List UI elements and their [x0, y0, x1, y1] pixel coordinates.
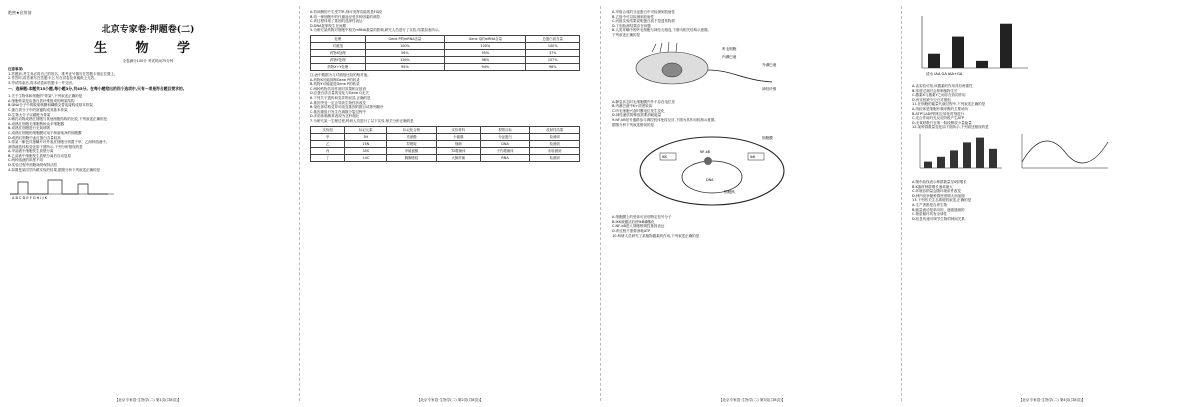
page-footer: 【北京专家卷·生物学(二) 第4页(共8页)】: [1018, 398, 1086, 402]
cell-label: IkB: [750, 155, 755, 160]
day-bar: [989, 149, 997, 168]
bar-figure: [912, 12, 1032, 78]
page-footer: 【北京专家卷·生物学(二) 第1页(共8页)】: [114, 398, 182, 402]
text-line: A.由实验可知,该激素的作用具有两重性: [912, 84, 973, 88]
text-line: D.丁组检测结果存在问题: [612, 23, 651, 28]
text-line: C.环境容纳量会随环境条件改变: [912, 189, 962, 194]
step-line: [10, 180, 108, 194]
text-line: C.物质循环具有全球性: [912, 212, 948, 217]
ear-label: 内淋巴液: [722, 54, 737, 59]
page-2: [302, 0, 598, 407]
text-line: A.甲溶液中细胞发生质壁分离: [8, 149, 54, 154]
mrna-table: [310, 35, 580, 71]
text-line: D.无氧呼吸只在第一阶段释放少量能量: [912, 120, 972, 125]
text-line: 13.下列有关生态系统的叙述,正确的是: [912, 198, 972, 203]
table-header: Gene Q的mRNA含量: [445, 35, 526, 42]
table-row: 甲 3H 亮氨酸 小鼠胰 分泌蛋白 检测到: [311, 133, 580, 140]
page-footer: 【北京专家卷·生物学(二) 第2页(共8页)】: [416, 398, 484, 402]
text-line: D.总蛋白质含量的变化与Gene Q无关: [310, 91, 369, 96]
text-line: D.该过程不需要消耗ATP: [612, 228, 651, 233]
text-line: A.生产者都是自养生物: [912, 202, 947, 207]
text-line: C.成熟红细胞的细胞膜可用于制备纯净的细胞膜: [8, 130, 82, 135]
notes-title: 注意事项:: [8, 67, 24, 71]
cell-label: 细胞膜: [762, 136, 773, 141]
text-line: 5.为研究某药物对细胞中相关mRNA数量的影响,研究人员进行了实验,结果如表所示。: [310, 28, 442, 33]
note-line: 3.考试结束后,将本试卷和答题卡一并交回。: [8, 80, 76, 85]
text-line: A.成熟红细胞无细胞核和众多细胞器: [8, 121, 64, 126]
text-line: A.细胞骨架是由蛋白质纤维组成的网架结构: [8, 98, 75, 103]
text-line: 据图分析下列叙述错误的是: [612, 122, 654, 127]
text-line: A.细胞膜上的受体可识别特定信号分子: [612, 215, 672, 220]
day-bar: [924, 162, 932, 168]
text-line: 2.哺乳动物成熟红细胞与其他细胞结构的比较,下列叙述正确的是: [8, 117, 107, 122]
text-line: B.IKK被激活后使IkB磷酸化: [612, 219, 655, 224]
text-line: 11.在细胞的能量代谢过程中,下列叙述正确的是: [912, 102, 986, 107]
wave-line: [1022, 141, 1108, 163]
text-line: D.多倍体植株常表现为茎秆粗壮: [310, 114, 360, 119]
text-line: C.两种药物共同作用时效果相互抵消: [310, 86, 367, 91]
text-line: A.甲组合成的分泌蛋白中可检测到放射性: [612, 10, 675, 14]
cell-label: 细胞核: [724, 190, 735, 195]
text-line: B.乙溶液中细胞发生质壁分离后自动复原: [8, 153, 72, 158]
text-line: 12.某种群数量变化如下图所示,下列叙述错误的是: [912, 125, 989, 130]
text-line: D.信息传递可调节生物的种间关系: [912, 216, 965, 221]
table-row: 药物X处理 56% 95% 37%: [311, 49, 580, 56]
text-line: C.两种溶液的浓度不同: [8, 158, 44, 163]
text-line: B.同一种细胞中的代谢途径受多种因素的调控: [310, 14, 381, 19]
table-header: 总蛋白质含量: [526, 35, 580, 42]
text-line: B.药物Y可能促进Gene P的转录: [310, 82, 360, 87]
ear-label: 听毛细胞: [722, 46, 737, 51]
table-header: 处理: [311, 35, 366, 42]
isotope-table: 实验组 标记元素 标记化合物 实验材料 观察目标 放射性结果 甲 3H 亮氨酸 小鼠胰 分泌蛋白 检测到 乙 15N 尿嘧啶 细菌 DNA 检测到 丙 35S 甲硫氨酸 T2噬菌体 子代噬菌体 未检测到 丁 14C 胸腺嘧啶 大肠杆菌 RNA 检测到: [310, 126, 580, 162]
text-line: 3.将某一紫色洋葱鳞片叶外表皮细胞分别置于甲、乙两种溶液中,: [8, 140, 107, 145]
table-row: 对照组 100% 100% 100%: [311, 42, 580, 49]
page-1: [0, 0, 296, 407]
text-line: 7.为研究某一生理过程,科研人员进行了以下实验,相关分析正确的是: [310, 118, 414, 123]
page-divider: [901, 6, 902, 401]
page-4: [904, 0, 1200, 407]
question-block: [8, 94, 288, 172]
text-line: B.ATP与ADP的相互转化时刻进行: [912, 111, 965, 116]
bars-caption: 清水 IAA GA IAA+GA: [926, 72, 963, 76]
text-line: 8.人类耳蜗中的听毛细胞与神经元相连,下图为相关结构示意图。: [612, 28, 711, 33]
cell-membrane: [640, 137, 784, 205]
text-line: A.图中曲线表示种群数量呈S型增长: [912, 179, 967, 184]
step-figure: [8, 174, 118, 200]
text-line: B.K值时种群增长速率最大: [912, 184, 953, 189]
text-line: 4.如图是某同学所做实验的结果,据图分析下列叙述正确的是: [8, 167, 100, 172]
cell-label: NF-kB: [700, 150, 710, 155]
text-line: 6.下列关于遗传和变异的叙述,正确的是: [310, 95, 371, 100]
text-line: D.成熟红细胞中血红蛋白含量较高: [8, 135, 61, 140]
bar: [928, 54, 940, 68]
hair-bundle: [652, 42, 677, 52]
text-line: C.光合作用的光反应阶段产生ATP: [912, 116, 964, 121]
section-heading: 一、选择题:本题共15小题,每小题3分,共45分。在每小题给出的四个选项中,只有一项是符合题目要求的。: [8, 86, 187, 92]
page-divider: [600, 6, 601, 401]
note-line: 1.答题前,考生务必将自己的姓名、准考证号填写在答题卡指定位置上。: [8, 71, 118, 76]
table-row: 药物Y处理 126% 98% 107%: [311, 56, 580, 63]
text-line: A.基因突变一定会导致生物性状改变: [310, 100, 366, 105]
text-line: C.蛋白质分子中的肽键构成其基本骨架: [8, 107, 68, 112]
table-row: 乙 15N 尿嘧啶 细菌 DNA 检测到: [311, 140, 580, 147]
ear-label: 神经纤维: [762, 86, 777, 91]
nfkb-dot: [704, 157, 712, 165]
table-row: 丙 35S 甲硫氨酸 T2噬菌体 子代噬菌体 未检测到: [311, 147, 580, 154]
text-line: A.静息状态时毛细胞膜内外不存在电位差: [612, 99, 675, 104]
text-line: B.浓度过高时会抑制植物生长: [912, 88, 958, 93]
day-bar: [950, 150, 958, 168]
text-line: B.染色体结构变异可改变基因的数目或排列顺序: [310, 105, 384, 110]
cell-diagram: [612, 129, 812, 209]
bar: [976, 61, 988, 68]
nerve-fiber: [708, 70, 772, 82]
text-line: C.NF-kB进入细胞核调控基因表达: [612, 224, 665, 229]
text-line: B.能量流动是单向的、逐级递减的: [912, 207, 965, 212]
bar: [952, 37, 964, 68]
text-line: D.DNA复制发生在间期: [310, 23, 347, 28]
text-line: D.该实验缺少空白对照组: [912, 97, 951, 102]
text-line: A.线粒体是细胞有氧呼吸的主要场所: [912, 106, 968, 111]
ear-diagram: [612, 40, 812, 94]
axis-labels: A B C D E F G H I J K: [12, 196, 47, 201]
text-line: 测得液泡体积变化如下图所示,下列分析错误的是: [8, 144, 83, 149]
day-bar: [976, 138, 984, 168]
text-line: A.药物X可能抑制Gene P的转录: [310, 77, 360, 82]
bar: [1000, 24, 1012, 68]
text-line: C.丙组实验结果说明蛋白质不是遗传物质: [612, 19, 676, 24]
text-line: B.乙组中可以检测到放射性: [612, 14, 655, 19]
secret-label: 绝密★启用前: [8, 10, 32, 15]
text-line: C.该过程体现了基因的选择性表达: [310, 19, 363, 24]
table-row: 丁 14C 胸腺嘧啶 大肠杆菌 RNA 检测到: [311, 154, 580, 161]
text-line: C.基因重组只发生在减数分裂过程中: [310, 109, 367, 114]
text-line: B.内淋巴液中K+浓度较高: [612, 104, 653, 109]
subject-title: 生 物 学: [93, 41, 203, 56]
cell-label: DNA: [706, 178, 714, 183]
text-line: 9.NF-kB信号通路参与调控机体免疫反应,下图为其作用机制示意图。: [612, 117, 718, 122]
text-line: D.生物大分子以碳链为骨架: [8, 112, 51, 117]
text-line: B.DNA分子中的脱氧核糖和磷酸交替连接构成基本骨架: [8, 103, 93, 108]
exam-title: 北京专家卷·押题卷(二): [101, 25, 195, 35]
exam-meta: 全卷满分100分 考试时间75分钟: [122, 59, 174, 63]
text-line: B.成熟红细胞进行无氧呼吸: [8, 126, 51, 131]
nucleus-shape: [662, 63, 682, 77]
text-line: D.种内竞争随种群密度增大而加剧: [912, 193, 965, 198]
table-header: Gene P的mRNA含量: [365, 35, 445, 42]
page-3: [604, 0, 900, 407]
text-line: C.激素X与激素Y之间存在协同作用: [912, 93, 966, 98]
page-footer: 【北京专家卷·生物学(二) 第3页(共8页)】: [718, 398, 786, 402]
cell-nucleus: [682, 161, 742, 193]
cell-label: IKK: [662, 155, 668, 160]
text-line: 下列叙述正确的是: [612, 32, 640, 37]
ear-label: 外淋巴液: [762, 62, 777, 67]
text-line: 注:表中数据为与对照组比较的相对值。: [310, 72, 371, 77]
text-line: C.听毛细胞兴奋时膜电位发生变化: [612, 108, 665, 113]
dual-chart-figure: [912, 132, 1112, 174]
text-line: D.神经递质的释放需要消耗能量: [612, 113, 662, 118]
day-bar: [937, 157, 945, 168]
day-bar: [963, 142, 971, 168]
text-line: D.实验过程中细胞始终保持活性: [8, 163, 58, 168]
table-row: 药物X+Y处理 95% 94% 98%: [311, 63, 580, 70]
page-divider: [299, 6, 300, 401]
text-line: 10.科研人员研究了某植物激素的作用,下列叙述正确的是: [612, 233, 700, 238]
text-line: 1.关于生物体和细胞的"骨架",下列叙述正确的是: [8, 94, 83, 99]
note-line: 2.作答时,将答案写在答题卡上,写在试卷及草稿纸上无效。: [8, 76, 98, 81]
text-line: A.若该酶的产生受TTR,则可发挥功能的是FG段: [310, 10, 382, 14]
